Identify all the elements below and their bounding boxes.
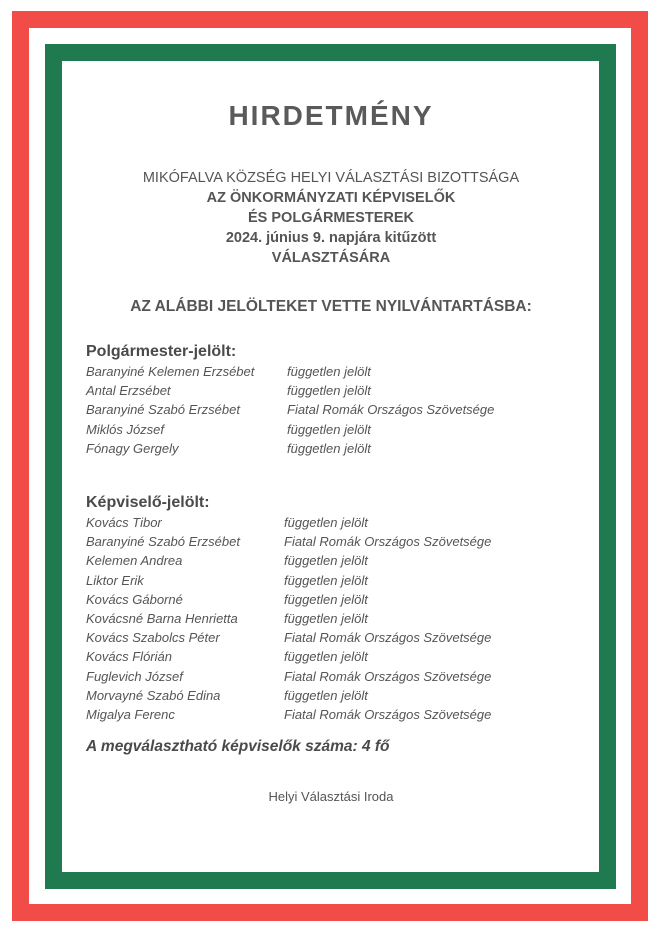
candidate-name: Morvayné Szabó Edina <box>86 687 221 703</box>
representative-section-title: Képviselő-jelölt: <box>86 494 210 511</box>
heading-line-2: AZ ÖNKORMÁNYZATI KÉPVISELŐK <box>206 190 456 206</box>
candidate-party: független jelölt <box>284 515 368 530</box>
candidate-party: Fiatal Romák Országos Szövetsége <box>284 706 492 722</box>
candidate-name: Liktor Erik <box>86 572 144 588</box>
candidate-party: független jelölt <box>284 591 368 607</box>
document-title: HIRDETMÉNY <box>228 100 434 131</box>
candidate-party: független jelölt <box>284 572 368 588</box>
heading-date: 2024. június 9. napjára kitűzött <box>225 230 437 246</box>
candidate-name: Kovács Gáborné <box>86 591 183 607</box>
candidate-name: Baranyiné Kelemen Erzsébet <box>86 364 255 379</box>
candidate-party: független jelölt <box>284 553 368 569</box>
candidate-party: Fiatal Romák Országos Szövetsége <box>284 630 492 646</box>
heading-line-5: VÁLASZTÁSÁRA <box>271 250 391 266</box>
candidate-name: Kovács Szabolcs Péter <box>86 630 220 646</box>
candidate-party: független jelölt <box>287 364 371 379</box>
candidate-name: Fónagy Gergely <box>86 440 179 456</box>
candidate-name: Kovács Flórián <box>86 649 172 665</box>
candidate-party: Fiatal Romák Országos Szövetsége <box>287 402 495 418</box>
candidate-party: független jelölt <box>287 421 371 437</box>
registered-candidates-subtitle: AZ ALÁBBI JELÖLTEKET VETTE NYILVÁNTARTÁSBA: <box>130 298 532 315</box>
candidate-name: Baranyiné Szabó Erzsébet <box>86 534 240 550</box>
candidate-name: Antal Erzsébet <box>86 383 171 399</box>
candidate-name: Miklós József <box>86 421 165 437</box>
candidate-party: független jelölt <box>284 687 368 703</box>
candidate-name: Fuglevich József <box>86 668 183 684</box>
candidate-party: független jelölt <box>287 440 371 456</box>
heading-block <box>0 168 662 268</box>
candidate-name: Kelemen Andrea <box>86 553 183 569</box>
candidate-name: Migalya Ferenc <box>86 706 175 722</box>
candidate-party: független jelölt <box>284 649 368 665</box>
candidate-party: független jelölt <box>287 383 371 399</box>
mayor-section-title: Polgármester-jelölt: <box>86 343 237 360</box>
candidate-name: Baranyiné Szabó Erzsébet <box>86 402 240 418</box>
heading-committee: MIKÓFALVA KÖZSÉG HELYI VÁLASZTÁSI BIZOTTSÁGA <box>142 170 520 186</box>
candidate-party: Fiatal Romák Országos Szövetsége <box>284 668 492 684</box>
heading-line-3: ÉS POLGÁRMESTEREK <box>248 210 414 226</box>
electable-count-summary: A megválasztható képviselők száma: 4 fő <box>86 738 390 755</box>
candidate-party: független jelölt <box>284 610 368 626</box>
candidate-name: Kovács Tibor <box>86 515 162 530</box>
issuer-footer: Helyi Választási Iroda <box>268 789 394 804</box>
candidate-name: Kovácsné Barna Henrietta <box>86 610 238 626</box>
candidate-party: Fiatal Romák Országos Szövetsége <box>284 534 492 550</box>
